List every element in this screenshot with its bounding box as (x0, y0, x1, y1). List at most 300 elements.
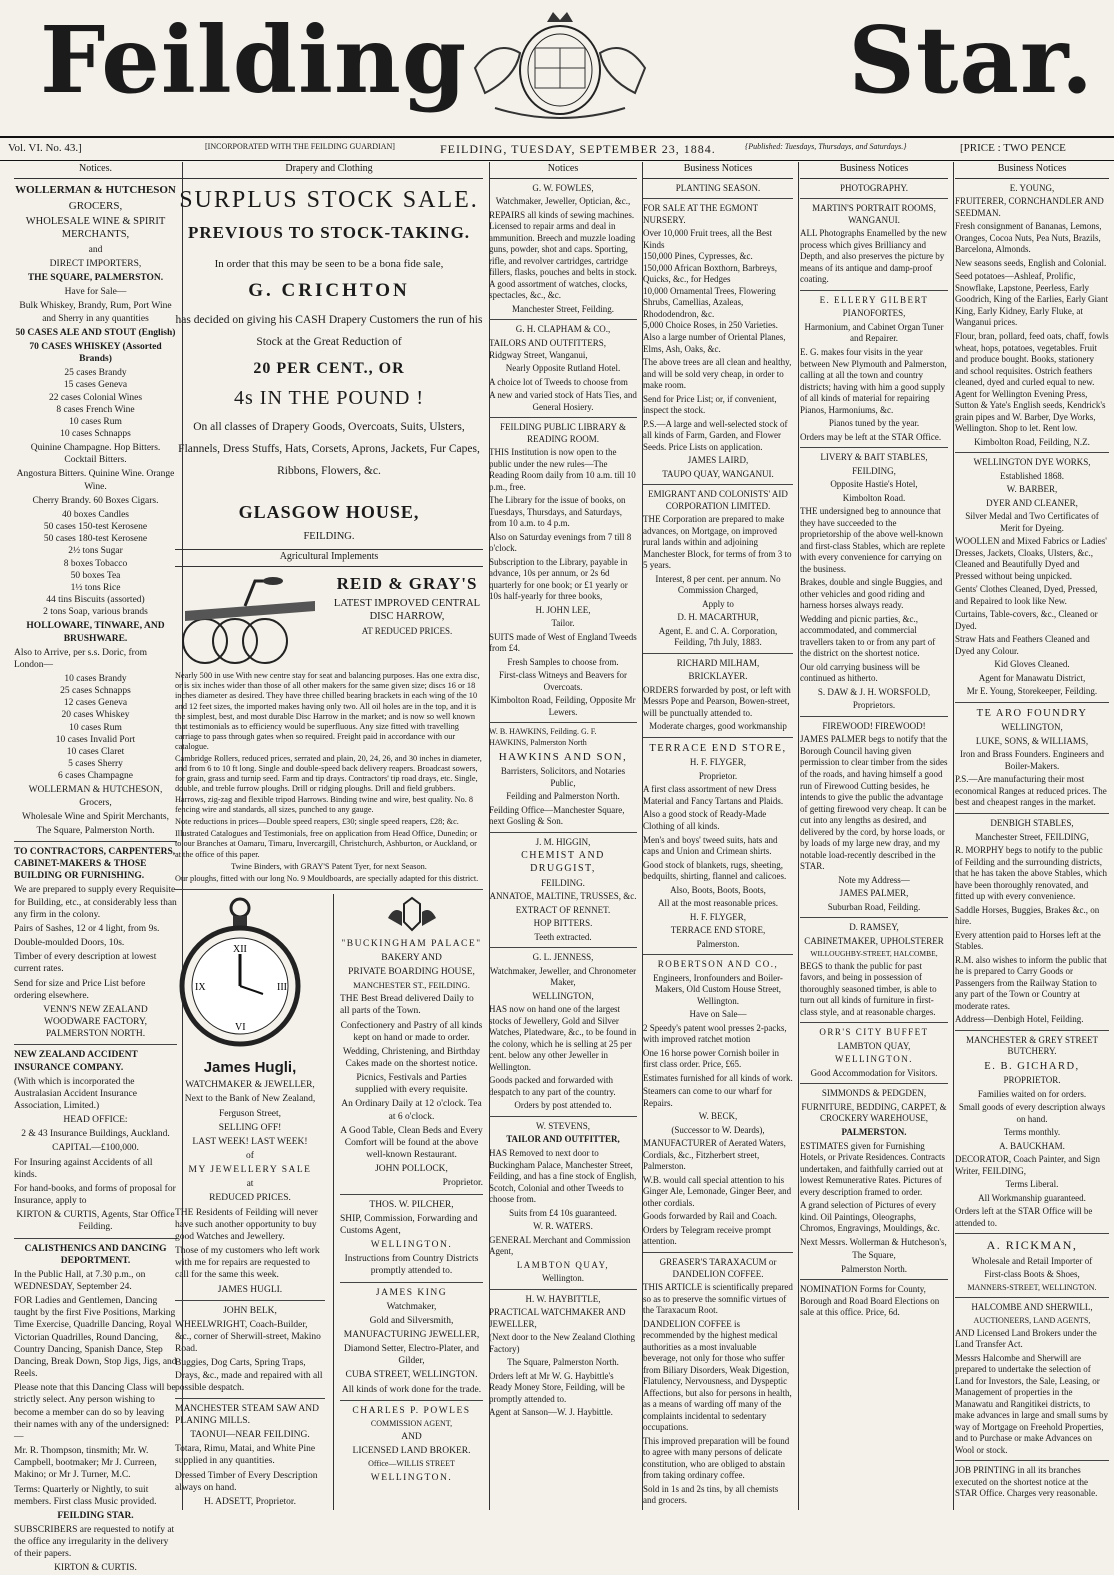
ad-line: Palmerston. (696, 938, 740, 949)
ad-line: HEAD OFFICE: (63, 1115, 128, 1126)
ad-line: JAMES PALMER, (839, 888, 909, 899)
advertiser-name: LUKE, SONS, & WILLIAMS, (975, 735, 1089, 746)
column-drapery (169, 162, 490, 1510)
ad-line: Palmerston North. (841, 1263, 907, 1274)
ad-line: All at the most reasonable prices. (658, 898, 778, 909)
ad-body: Gents' Clothes Cleaned, Dyed, Pressed, and Repaired to look like New. (955, 584, 1098, 606)
ad-line: For hand-books, and forms of proposal for Insurance, apply to (14, 1183, 176, 1207)
ad-line: Address—Denbigh Hotel, Feilding. (955, 1014, 1084, 1025)
ad-line: Orders may be left at the STAR Office. (800, 431, 942, 442)
ad-line: Suburban Road, Feilding. (827, 901, 921, 912)
ad-heading: FEILDING STAR. (57, 1510, 134, 1521)
ad-line: WELLINGTON, (532, 990, 594, 1001)
ad-body: Wedding and picnic parties, &c., accommodated, and commercial travellers taken to or from any part of the district on the shortest notice. (800, 613, 936, 659)
list-item: 10 cases Claret (66, 746, 125, 757)
ad-line: Proprietor. (698, 770, 738, 781)
ad-line: Watchmaker, Jeweller, and Chronometer Maker, (489, 965, 637, 988)
column-notices (0, 162, 183, 1574)
ad-body: Brakes, double and single Buggies, and other vehicles and good riding and harness horses always ready. (800, 577, 943, 611)
ad-heading: MARTIN'S PORTRAIT ROOMS, WANGANUI. (812, 203, 936, 225)
advertiser-name: G. H. CLAPHAM & CO., (515, 324, 611, 335)
ad-body: Our ploughs, fitted with our long No. 9 Mouldboards, are specially adapted for this district. (175, 874, 479, 884)
ad-body: THIS Institution is now open to the public under the new rules—The Reading Room daily from 10 a.m. till 10 p.m., free. (489, 447, 636, 492)
ad-line: FEILDING, (852, 465, 896, 476)
ad-line: TAUPO QUAY, WANGANUI. (662, 468, 774, 479)
ad-heading: EMIGRANT AND COLONISTS' AID CORPORATION LIMITED. (648, 489, 788, 511)
column-header: Business Notices (955, 162, 1109, 179)
ad-line: Fresh Samples to choose from. (507, 656, 619, 667)
advertiser-name: W. BECK, (698, 1111, 738, 1122)
advertiser-name: D. RAMSEY, (849, 922, 899, 933)
ad-line: H. F. FLYGER, (689, 911, 747, 922)
ad-heading: TAILOR AND OUTFITTER, (506, 1134, 620, 1145)
list-item: 8 cases French Wine (56, 404, 135, 415)
ad-line: WHOLESALE WINE & SPIRIT MERCHANTS, (25, 215, 166, 241)
svg-text:III: III (277, 981, 287, 993)
royal-crest-icon (455, 8, 665, 123)
ad-body: Picnics, Festivals and Parties supplied with every requisite. (355, 1073, 468, 1096)
ad-line: (Successor to W. Deards), (671, 1124, 765, 1135)
ad-body: Curtains, Table-covers, &c., Cleaned or Dyed. (955, 609, 1098, 631)
column-header: Drapery and Clothing (175, 162, 483, 179)
ad-body: Nearly 500 in use With new centre stay for seat and balancing purposes. Has one extra disc, or is six inches wider than those of all other makers for the same given size; discs 16 or 18 inches diameter as desired. They have three chilled bearing brackets in each wing of the 10 and 12 feet sizes, the imported makes having only two. All oil holes are in the top, and it is the simplest, best, and most durable Disc Harrow in the market; and is now so well known that testimonials as to efficiency would be superfluous. Any size fitted with travelling carriage to pass through gates when so required. Freight paid in accordance with our catalogue. (175, 671, 480, 751)
advertiser-name: A. RICKMAN, (986, 1238, 1078, 1253)
newspaper-columns (0, 162, 1114, 1574)
ad-body: Send for Price List; or, if convenient, inspect the stock. (643, 393, 777, 416)
ad-body: TAILORS AND OUTFITTERS, Ridgway Street, Wanganui, (489, 337, 607, 360)
ad-line: All kinds of work done for the trade. (341, 1384, 482, 1395)
list-item: Over 10,000 Fruit trees, all the Best Kinds (643, 228, 772, 250)
ad-line: EXTRACT OF RENNET. (515, 904, 611, 915)
ad-line: Kimbolton Road. (842, 492, 906, 503)
ad-line: Angostura Bitters. Quinine Wine. Orange Wine. (16, 469, 175, 492)
ad-body: Steamers can come to our wharf for Repairs. (643, 1086, 772, 1108)
ad-body: DECORATOR, Coach Painter, and Sign Writer, FEILDING, (955, 1154, 1100, 1176)
list-item: 5,000 Choice Roses, in 250 Varieties. Also a large number of Oriental Planes, Elms, Ash, Oaks, &c. (643, 320, 786, 354)
ad-body: (With which is incorporated the Australasian Accident Insurance Association, Limited.) (14, 1076, 137, 1111)
ad-line: Proprietors. (852, 700, 896, 711)
ad-line: First-class Witneys and Beavers for Overcoats. (499, 670, 627, 692)
ad-line: WELLINGTON. (370, 1472, 453, 1483)
ad-body: Next Messrs. Wollerman & Hutcheson's, (800, 1236, 947, 1247)
ad-body: The Library for the issue of books, on Tuesdays, Thursdays, and Saturdays, from 10 a.m. to 4 p.m. (489, 495, 626, 529)
list-item: 6 cases Champagne (58, 771, 133, 782)
ad-body: AND Licensed Land Brokers under the Land Transfer Act. (955, 1327, 1097, 1350)
ad-heading: TO CONTRACTORS, CARPENTERS, CABINET-MAKERS & THOSE BUILDING OR FURNISHING. (14, 847, 176, 882)
list-item: 22 cases Colonial Wines (48, 392, 143, 403)
advertiser-name: E. B. GICHARD, (984, 1060, 1080, 1072)
ad-body: Saddle Horses, Buggies, Brakes &c., on hire. (955, 904, 1100, 927)
list-item: 10 cases Brandy (64, 673, 127, 684)
list-item: 20 cases Whiskey (61, 710, 130, 721)
ad-line: For Insuring against Accidents of all kinds. (14, 1157, 153, 1180)
ad-body: SHIP, Commission, Forwarding and Customs Agent, (340, 1213, 478, 1236)
ad-line: A choice lot of Tweeds to choose from (489, 376, 628, 387)
advertiser-name: W. STEVENS, (536, 1120, 590, 1131)
ad-body: Goods forwarded by Rail and Coach. (643, 1211, 777, 1222)
list-item: 10,000 Ornamental Trees, Flowering Shrubs, Camellias, Azaleas, Rhododendron, &c. (643, 285, 776, 319)
ad-line: AT REDUCED PRICES. (361, 625, 453, 636)
ad-line: WELLINGTON. (834, 1054, 914, 1065)
masthead-title-left: Feilding (40, 6, 468, 114)
advertiser-name: JAMES KING (375, 1287, 448, 1298)
ad-body: Instructions from Country Districts promptly attended to. (344, 1254, 479, 1277)
issue-price: [PRICE : TWO PENCE (960, 142, 1066, 154)
ad-body: FOR Ladies and Gentlemen, Dancing taught by the first Five Positions, Marking Time Exercise, Quadrille Dancing, Royal Victorian Quadrilles, Round Dancing, Country Dancing, Spanish Dance, Step Dancing, Break Down, Stop Jigs, Jigs, and Reels. (14, 1296, 177, 1380)
ad-line: Teeth extracted. (534, 931, 592, 942)
advertiser-name: G. L. JENNESS, (532, 952, 594, 963)
ad-body: A first class assortment of new Dress Material and Fancy Tartans and Plaids. (643, 784, 784, 806)
ad-body: Dressed Timber of Every Description always on hand. (175, 1470, 318, 1493)
ad-line: REDUCED PRICES. (209, 1193, 291, 1204)
ad-body: HAS Removed to next door to Buckingham Palace, Manchester Street, Feilding, and has a fine stock of English, Scotch, Colonial and other Tweeds to choose from. (489, 1148, 637, 1205)
ad-headline: GLASGOW HOUSE, (238, 501, 420, 522)
ad-body: JOB PRINTING in all its branches executed on the shortest notice at the STAR Office. Charges very reasonable. (955, 1465, 1098, 1499)
ad-body: Orders by Telegram receive prompt attention. (643, 1224, 772, 1247)
ad-line: of (246, 1151, 254, 1162)
column-business-notices-3 (950, 162, 1114, 1510)
ad-line: Agent, E. and C. A. Corporation, Feilding, 7th July, 1883. (658, 625, 778, 648)
ad-line: Feilding and Palmerston North. (506, 791, 620, 802)
ad-heading: FURNITURE, BEDDING, CARPET, & CROCKERY WAREHOUSE, (801, 1101, 947, 1124)
ad-body: Wedding, Christening, and Birthday Cakes made on the shortest notice. (342, 1046, 481, 1070)
ad-body: We are prepared to supply every Requisite for Building, etc., at considerably less than any firm in the colony. (14, 885, 177, 920)
ad-body: Sold in 1s and 2s tins, by all chemists and grocers. (643, 1483, 779, 1506)
ad-heading: MANCHESTER & GREY STREET BUTCHERY. (966, 1034, 1098, 1057)
ad-heading: CALISTHENICS AND DANCING DEPORTMENT. (24, 1243, 167, 1266)
ad-body: This improved preparation will be found to agree with many persons of delicate constitution, who are obliged to abstain from taking ordinary coffee. (643, 1435, 790, 1481)
ad-line: Gold and Silversmith, (369, 1315, 454, 1326)
ad-line: FEILDING. (303, 530, 355, 542)
ad-heading: TE ARO FOUNDRY (976, 707, 1088, 719)
ad-line: Cherry Brandy. 60 Boxes Cigars. (32, 495, 159, 506)
ad-line: WELLINGTON, (1001, 722, 1063, 733)
svg-text:IX: IX (195, 981, 206, 993)
ad-line: Good Accommodation for Visitors. (810, 1067, 938, 1078)
ad-line: Also, Boots, Boots, Boots, (670, 884, 766, 895)
ad-line: Terms monthly. (1003, 1127, 1061, 1138)
advertiser-name: WOLLERMAN & HUTCHESON (15, 183, 176, 196)
ad-line: W. R. WATERS. (533, 1221, 593, 1232)
ad-line: Timber of every description at lowest current rates. (14, 952, 157, 975)
disc-harrow-illustration-icon (175, 571, 325, 669)
ad-heading: FEILDING PUBLIC LIBRARY & READING ROOM. (500, 422, 626, 444)
ad-line: Wellington. (541, 1273, 585, 1284)
list-item: 150,000 African Boxthorn, Barbreys, Quicks, &c., for Hedges (643, 262, 777, 285)
ad-line: WELLINGTON. (370, 1240, 453, 1251)
ad-body: ALL Photographs Enamelled by the new process which gives Brilliancy and Depth, and also preserves the picture by means of its antique and damp-proof coating. (800, 228, 947, 285)
list-item: 10 cases Rum (69, 722, 122, 733)
advertiser-name: SIMMONDS & PEDGDEN, (821, 1088, 927, 1099)
ad-heading: WELLINGTON DYE WORKS, (973, 457, 1091, 468)
ad-body: On all classes of Drapery Goods, Overcoats, Suits, Ulsters, Flannels, Dress Stuffs, Hats, Corsets, Aprons, Jackets, Fur Capes, Ribbons, Flowers, &c. (178, 421, 480, 478)
ad-body: Harmonium, and Cabinet Organ Tuner and Repairer. (804, 321, 944, 344)
ad-line: 50 CASES ALE AND STOUT (English) (15, 327, 176, 338)
ad-body: Buggies, Dog Carts, Spring Traps, Drays, &c., made and repaired with all possible despatch. (175, 1358, 323, 1393)
ad-body: THIS ARTICLE is scientifically prepared so as to preserve the somnific virtues of the Taraxacum Root. (643, 1282, 793, 1316)
ad-headline: SURPLUS STOCK SALE. (179, 186, 479, 213)
ad-body: Every attention paid to Horses left at the Stables. (955, 929, 1101, 952)
dateline-bar (0, 136, 1114, 161)
ad-heading: DENBIGH STABLES, (990, 817, 1074, 828)
ad-line: Double-moulded Doors, 10s. (14, 938, 125, 949)
advertiser-name: E. YOUNG, (1009, 182, 1055, 193)
ad-body: P.S.—Are manufacturing their most economical Ranges at reduced prices. The best and cheapest ranges in the market. (955, 774, 1107, 808)
coat-of-arms-icon (382, 896, 442, 936)
ad-line: Watchmaker, Jeweller, Optician, &c., (495, 196, 631, 207)
ad-line: Also to Arrive, per s.s. Doric, from London— (14, 647, 147, 670)
ad-line: Kid Gloves Cleaned. (994, 659, 1070, 670)
ad-line: WOLLERMAN & HUTCHESON, Grocers, (28, 785, 163, 808)
list-item: 15 cases Geneva (63, 380, 128, 391)
advertiser-name: JOHN BELK, (223, 1305, 277, 1316)
ad-body: Totara, Rimu, Matai, and White Pine supplied in any quantities. (175, 1444, 316, 1467)
advertiser-name: G. CRICHTON (248, 280, 410, 302)
ad-line: Agent for Manawatu District, (978, 672, 1086, 683)
ad-line: HOP BITTERS. (533, 918, 593, 929)
ad-line: Suits from £4 10s guaranteed. (509, 1207, 617, 1218)
ad-body: Terms: Quarterly or Nightly, to suit members. First class Music provided. (14, 1484, 157, 1507)
ad-line: (Next door to the New Zealand Clothing Factory) (489, 1332, 635, 1354)
column-business-notices (638, 162, 799, 1510)
ad-body: THE undersigned beg to announce that they have succeeded to the proprietorship of the above well-known and first-class Stables, which are replete with every convenience for carrying on the business. (800, 506, 945, 574)
ad-subheadline: PREVIOUS TO STOCK-TAKING. (187, 222, 471, 242)
advertiser-name: THOS. W. PILCHER, (369, 1199, 454, 1210)
list-item: 50 cases 150-test Kerosene (43, 522, 148, 533)
ad-heading: ORR'S CITY BUFFET (819, 1027, 929, 1038)
ad-line: In order that this may be seen to be a bona fide sale, (214, 258, 444, 271)
list-item: 44 tins Biscuits (assorted) (46, 595, 145, 606)
ad-line: Silver Medal and Two Certificates of Merit for Dyeing. (965, 511, 1099, 533)
ad-body: A Good Table, Clean Beds and Every Comfort will be found at the above well-known Restaurant. (340, 1125, 483, 1161)
ad-line: The Square, Palmerston North. (507, 1357, 619, 1368)
ad-line: Wholesale Wine and Spirit Merchants, (22, 811, 169, 822)
ad-line: VENN'S NEW ZEALAND WOODWARE FACTORY, PALMERSTON NORTH. (43, 1004, 148, 1040)
column-header: Business Notices (800, 162, 948, 179)
ad-headline: 20 PER CENT., OR (253, 360, 405, 378)
ad-body: Good stock of blankets, rugs, sheeting, bedquilts, shirting, flannel and calicoes. (643, 859, 787, 882)
ad-line: Kimbolton Road, Feilding, N.Z. (974, 436, 1090, 447)
ad-line: DYER AND CLEANER, (986, 497, 1078, 508)
ad-body: NOMINATION Forms for County, Borough and Road Board Elections on sale at this office. Price, 6d. (800, 1284, 940, 1318)
ad-line: Pianos tuned by the year. (828, 418, 920, 429)
ad-heading: FRUITERER, CORNCHANDLER AND SEEDMAN. (955, 196, 1104, 218)
ad-line: Note my Address— (838, 874, 910, 885)
ad-line: Nearly Opposite Rutland Hotel. (505, 363, 621, 374)
ad-body: Our old carrying business will be continued as hitherto. (800, 661, 920, 684)
ad-line: Apply to (702, 598, 734, 609)
ad-body: 2 Speedy's patent wool presses 2-packs, with improved ratchet motion (643, 1022, 787, 1045)
advertiser-name: HAWKINS AND SON, (498, 750, 628, 763)
ad-line: at (246, 1179, 254, 1190)
ad-line: MANNERS-STREET, WELLINGTON. (967, 1282, 1097, 1292)
ad-line: A new and varied stock of Hats Ties, and General Hosiery. (489, 390, 637, 412)
advertiser-name: HALCOMBE AND SHERWILL, (971, 1302, 1093, 1313)
list-item: 40 boxes Candles (61, 509, 130, 520)
column-business-notices-2 (795, 162, 954, 1510)
issue-date: FEILDING, TUESDAY, SEPTEMBER 23, 1884. (440, 142, 716, 156)
ad-heading: FOR SALE AT THE EGMONT NURSERY. (643, 203, 759, 225)
ad-body: E. G. makes four visits in the year between New Plymouth and Palmerston, calling at all the town and country districts; having with him a good supply of all kinds of material for repairing Pianos, Harmoniums, &c. (800, 346, 947, 415)
ad-heading: NEW ZEALAND ACCIDENT INSURANCE COMPANY. (14, 1050, 138, 1073)
ad-body: has decided on giving his CASH Drapery Customers the run of his Stock at the Great Reduction of (175, 313, 483, 348)
ad-line: W. B. HAWKINS, Feilding. G. F. HAWKINS, Palmerston North (489, 727, 597, 747)
ad-heading: CABINETMAKER, UPHOLSTERER (804, 935, 944, 946)
ad-body: R.M. also wishes to inform the public that he is prepared to Carry Goods or Passengers from the Railway Station to any part of the Town or Country at moderate rates. (955, 954, 1107, 1011)
ad-line: KIRTON & CURTIS, Agents, Star Office Feilding. (16, 1210, 175, 1233)
ad-line: AUCTIONEERS, LAND AGENTS, (973, 1315, 1091, 1325)
ad-body: Engineers, Ironfounders and Boiler-Makers, Old Custom House Street, Wellington. (653, 972, 783, 1006)
ad-body: Illustrated Catalogues and Testimonials, free on application from Head Office, Dunedin; or to our Branches at Oamaru, Timaru, Invercargill, Christchurch, Ashburton, or Auckland, or at the office of this paper. (175, 829, 478, 859)
ad-headline: 4s IN THE POUND ! (234, 386, 424, 409)
masthead-title-right: Star. (848, 6, 1094, 114)
ad-body: The above trees are all clean and healthy, and will be sold very cheap, in order to make room. (643, 357, 792, 391)
ad-line: WILLOUGHBY-STREET, HALCOMBE, (810, 949, 938, 959)
ad-line: Orders by post attended to. (514, 1100, 612, 1111)
ad-body: R. MORPHY begs to notify to the public of Feilding and the surrounding districts, that he has taken the above Stables, which have been thoroughly renovated, and fitted up with every convenience. (955, 845, 1107, 902)
ad-line: JOHN POLLOCK, (375, 1164, 448, 1175)
advertiser-name: H. F. FLYGER, (689, 757, 747, 768)
ad-line: PIANOFORTES, (842, 308, 906, 319)
ad-line: PROPRIETOR. (1003, 1075, 1061, 1086)
ad-body: Also on Saturday evenings from 7 till 8 o'clock. (489, 531, 632, 554)
ad-heading: GREASER'S TARAXACUM or DANDELION COFFEE. (659, 1257, 777, 1279)
ad-line: BRICKLAYER. (688, 671, 748, 682)
ad-heading: MANCHESTER STEAM SAW AND PLANING MILLS. (175, 1403, 319, 1426)
ad-body: Please note that this Dancing Class will be strictly select. Any person wishing to become a member can do so by leaving their names with any of the undersigned:— (14, 1383, 176, 1442)
ad-line: Interest, 8 per cent. per annum. No Commission Charged, (655, 573, 781, 596)
ad-line: H. JOHN LEE, (535, 604, 591, 615)
ad-body: Seed potatoes—Ashleaf, Prolific, Snowflake, Lapstone, Peerless, Early Goodrich, King of the Earlies, Early Giant King, Early Kidney, Early Fluke, at Wanganui prices. (955, 271, 1108, 328)
list-item: 8 boxes Tobacco (63, 558, 128, 569)
ad-line: DIRECT IMPORTERS, (49, 258, 142, 269)
ad-body: Men's and boys' tweed suits, hats and caps and Union and Crimean shirts. (643, 834, 778, 857)
ad-line: AND (401, 1432, 422, 1443)
ad-line: Moderate charges, good workmanship (649, 721, 787, 732)
ad-line: GROCERS, (68, 199, 123, 212)
ad-line: S. DAW & J. H. WORSFOLD, (817, 686, 931, 697)
ad-line: Families waited on for orders. (977, 1088, 1087, 1099)
ad-line: LAMBTON QUAY, (837, 1040, 911, 1051)
ad-body: Flour, bran, pollard, feed oats, chaff, fowls wheat, hops, potatoes, vegetables. Fruit and produce bought. Books, stationery and school requisites. Ostrich feathers cleaned, dyed and curled equal to new. Agent for Wellington Evening Press, Sutton & Yate's English seeds, Kendrick's grain pipes and W. Barber, Dye Works, Wellington. Shop to let. Rent low. (955, 330, 1109, 434)
ad-line: Barristers, Solicitors, and Notaries Public, (500, 766, 626, 788)
ad-body: A grand selection of Pictures of every kind. Oil Paintings, Oleographs, Chromos, Engravings, Mouldings, &c. (800, 1200, 940, 1234)
ad-line: HOLLOWARE, TINWARE, AND BRUSHWARE. (26, 621, 165, 644)
ad-body: Orders left at Mr W. G. Haybittle's Ready Money Store, Feilding, will be promptly attended to. (489, 1370, 625, 1404)
ad-line: Orders left at the STAR Office will be attended to. (955, 1206, 1093, 1228)
ad-line: MANCHESTER ST., FEILDING. (353, 980, 470, 991)
advertiser-name: W. BARBER, (1006, 484, 1058, 495)
ad-line: Watchmaker, (386, 1301, 437, 1312)
ad-line: Quinine Champagne. Hop Bitters. Cocktail Bitters. (30, 443, 161, 466)
ad-line: COMMISSION AGENT, (370, 1418, 453, 1428)
ad-body: Those of my customers who left work with me for repairs are requested to call for the same this week. (175, 1246, 320, 1281)
ad-line: TERRACE END STORE, (670, 925, 766, 936)
ad-line: The Square, Palmerston North. (36, 825, 155, 836)
ad-line: Small goods of every description always on hand. (958, 1102, 1106, 1124)
ad-body: Cambridge Rollers, reduced prices, serrated and plain, 20, 24, 26, and 30 inches in diameter, and from 6 to 10 ft long. Single and double-speed back delivery reapers. Broadcast sowers, for grain, grass and turnip seed. Farm and tip drays. Contractors' tip road drays, etc. Single, double, and treble furrow ploughs. Drill or ridging ploughs. Drill and field grubbers. Harrows, zig-zag and flexible tripod Harrows. Binding twine and wire, best quality. No. 8 fencing wire and standards, all sizes, punched to any gauge. (175, 754, 482, 814)
advertiser-name: James Hugli, (203, 1059, 297, 1077)
ad-line: and (88, 244, 103, 255)
ad-line: Send for size and Price List before ordering elsewhere. (14, 978, 146, 1001)
ad-heading: PLANTING SEASON. (675, 182, 761, 193)
ad-heading: PHOTOGRAPHY. (840, 182, 908, 193)
advertiser-name: REID & GRAY'S (336, 574, 478, 594)
ad-body: GENERAL Merchant and Commission Agent, (489, 1234, 631, 1257)
ad-body: Fresh consignment of Bananas, Lemons, Oranges, Cocoa Nuts, Pea Nuts, Brazils, Barcelona, Almonds. (955, 221, 1102, 255)
ad-body: WOOLLEN and Mixed Fabrics or Ladies' Dresses, Jackets, Cloaks, Ulsters, &c., Cleaned and Beautifully Dyed and Pressed without being unpicked. (955, 536, 1107, 581)
ad-line: Iron and Brass Founders. Engineers and Boiler-Makers. (960, 749, 1104, 771)
ad-line: MANUFACTURING JEWELLER, (343, 1329, 480, 1340)
ad-body: DANDELION COFFEE is recommended by the highest medical authorities as a most invaluable beverage, not only for those who suffer from Biliary Disorders, Weak Digestion, Flatulency, Nervousness, and Dyspeptic Affections, but also for persons in health, as a means of warding off many of the complaints incidental to sedentary occupations. (643, 1318, 792, 1433)
ad-line: All Workmanship guaranteed. (978, 1192, 1086, 1203)
ad-body: JAMES PALMER begs to notify that the Borough Council having given permission to clear timber from the sides of the roads, and having himself a good run of Firewood Cutting besides, he intends to give the public the advantage of getting firewood very cheap. It can be cut into any lengths as desired, and delivered by the cord, by horse loads, or by loads of my large new dray, and my notable load-recently described in the STAR. (800, 734, 948, 872)
advertiser-name: ROBERTSON AND CO., (657, 959, 779, 970)
advertiser-name: J. M. HIGGIN, (535, 836, 591, 847)
svg-text:XII: XII (233, 943, 247, 955)
ad-body: THE Residents of Feilding will never have such another opportunity to buy good Watches and Jewellery. (175, 1207, 318, 1242)
ad-address: THE SQUARE, PALMERSTON. (27, 273, 164, 284)
ad-body: Estimates furnished for all kinds of work. (643, 1072, 793, 1083)
ad-line: Have for Sale— (64, 287, 127, 298)
list-item: 50 boxes Tea (70, 570, 121, 581)
list-item: 10 cases Schnapps (60, 429, 131, 440)
ad-line: The Square, (852, 1250, 896, 1261)
ad-body: SUBSCRIBERS are requested to notify at the office any irregularity in the delivery of their papers. (14, 1524, 175, 1560)
ad-body: REPAIRS all kinds of sewing machines. Licensed to repair arms and deal in ammunition. Breech and muzzle loading guns, powder, shot and caps. Sporting, rifle, and revolver cartridges, cartridge fillers, flasks, pouches and belts in stock. A good assortment of watches, clocks, spectacles, &c., &c. (489, 209, 637, 301)
ad-line: Established 1868. (1000, 470, 1064, 481)
ad-line: Proprietor. (442, 1178, 483, 1189)
column-header: Notices. (14, 162, 177, 179)
ad-line: Ferguson Street, (218, 1108, 282, 1119)
ad-body: Subscription to the Library, payable in advance, 10s per annum, or 2s 6d quarterly for one book; or £1 yearly or 10s half-yearly for three books, (489, 556, 628, 602)
ad-line: WATCHMAKER & JEWELLER, (185, 1080, 315, 1091)
ad-line: LAMBTON QUAY, (516, 1259, 610, 1270)
ad-line: SELLING OFF! (218, 1122, 282, 1133)
ad-body: SUITS made of West of England Tweeds from £4. (489, 631, 637, 654)
ad-body: An Ordinary Daily at 12 o'clock. Tea at 6 o'clock. (341, 1099, 482, 1122)
advertiser-name: CHARLES P. POWLES (352, 1405, 471, 1416)
advertiser-name: A. BAUCKHAM. (999, 1140, 1065, 1151)
ad-line: Next to the Bank of New Zealand, (184, 1094, 316, 1105)
list-item: 10 cases Invalid Port (55, 734, 136, 745)
ad-body: THE Best Bread delivered Daily to all parts of the Town. (340, 994, 474, 1017)
ad-body: One 16 horse power Cornish boiler in first class order. Price, £65. (643, 1047, 779, 1070)
column-notices-2 (484, 162, 643, 1510)
ad-line: TAONUI—NEAR FEILDING. (190, 1430, 310, 1441)
incorporated-note: [INCORPORATED WITH THE FEILDING GUARDIAN] (205, 142, 395, 151)
ad-line: 2 & 43 Insurance Buildings, Auckland. (21, 1129, 170, 1140)
ad-line: FEILDING. (541, 877, 585, 888)
ad-line: Twine Binders, with GRAY'S Patent Tyer, for next Season. (231, 861, 427, 871)
ad-line: In the Public Hall, at 7.30 p.m., on WEDNESDAY, September 24. (14, 1269, 146, 1293)
advertiser-name: G. W. FOWLES, (532, 182, 594, 193)
advertiser-name: E. ELLERY GILBERT (819, 294, 929, 305)
ad-line: Pairs of Sashes, 12 or 4 light, from 9s. (14, 923, 160, 934)
volume-number: Vol. VI. No. 43.] (8, 142, 82, 154)
ad-line: CUBA STREET, WELLINGTON. (345, 1370, 478, 1381)
ad-headline: "BUCKINGHAM PALACE" (341, 938, 482, 949)
ad-line: First-class Boots & Shoes, (984, 1269, 1080, 1280)
ad-line: Have on Sale— (689, 1009, 747, 1020)
list-item: 150,000 Pines, Cypresses, &c. (643, 251, 753, 262)
ad-line: Bulk Whiskey, Brandy, Rum, Port Wine and Sherry in any quantities (19, 301, 172, 324)
ad-body: Confectionery and Pastry of all kinds kept on hand or made to order. (340, 1020, 483, 1043)
ad-body: New seasons seeds, English and Colonial. (955, 257, 1107, 268)
ad-body: P.S.—A large and well-selected stock of all kinds of Farm, Garden, and Flower Seeds. Price Lists on application. (643, 418, 788, 452)
ad-body: Also a good stock of Ready-Made Clothing of all kinds. (643, 809, 767, 831)
ad-line: MY JEWELLERY SALE (188, 1165, 312, 1176)
